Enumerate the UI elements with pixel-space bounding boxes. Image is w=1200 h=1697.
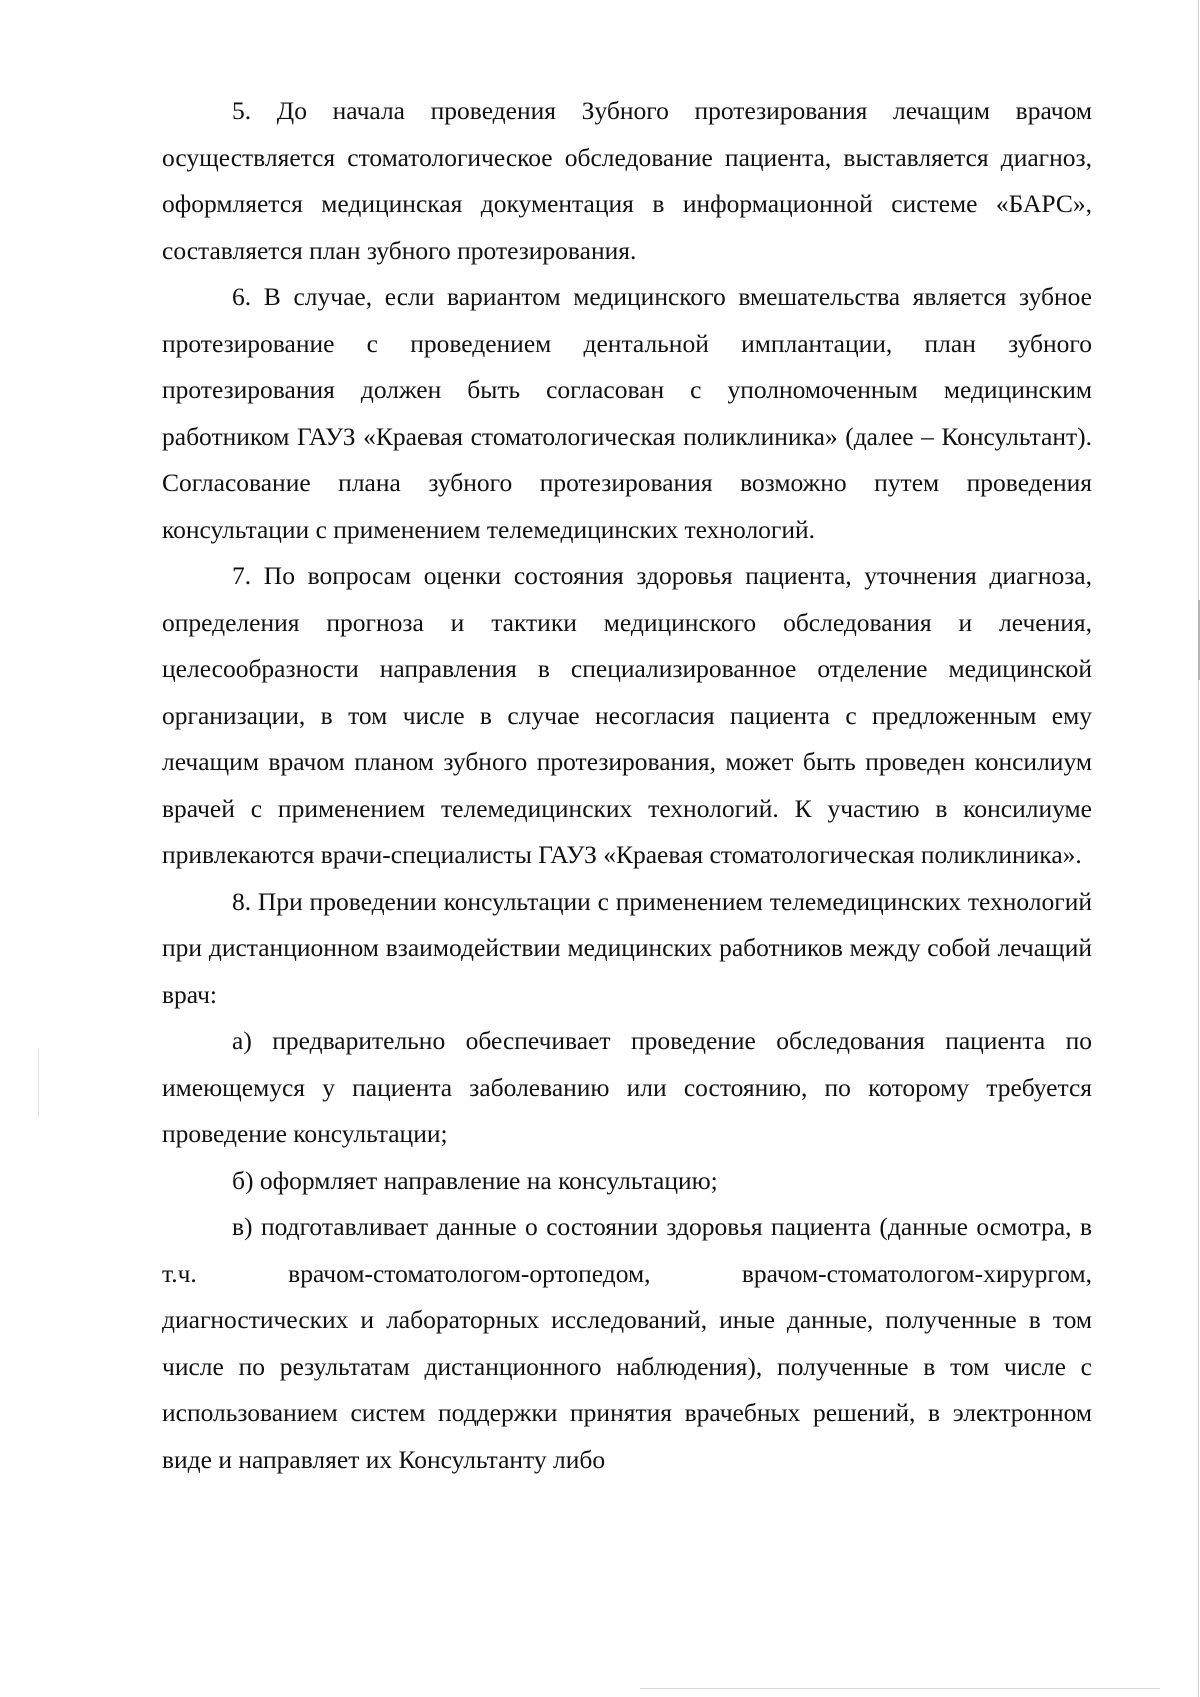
paragraph-8v: в) подготавливает данные о состоянии здоровья пациента (данные осмотра, в т.ч. врачом-стоматологом-ортопедом, врачом-стоматологом-хирургом, диагностических и лабораторных исследований, иные данные, полученные в том числе по результатам дистанционного наблюдения), полученные в том числе с использованием систем поддержки принятия врачебных решений, в электронном виде и направляет их Консультанту либо [162, 1212, 1092, 1474]
paragraph-6: 6. В случае, если вариантом медицинского вмешательства является зубное протезирование с проведением дентальной имплантации, план зубного протезирования должен быть согласован с уполномоченным медицинским работником ГАУЗ «Краевая стоматологическая поликлиника» (далее – Консультант). Согласование плана зубного протезирования возможно путем проведения консультации с применением телемедицинских технологий. [162, 282, 1092, 544]
paragraph-8b: б) оформляет направление на консультацию; [232, 1165, 718, 1195]
scan-edge-line [1198, 0, 1199, 1697]
paragraph-8: 8. При проведении консультации с применением телемедицинских технологий при дистанционном взаимодействии медицинских работников между собой лечащий врач: [162, 886, 1092, 1009]
document-body [162, 88, 1092, 1483]
paragraph-5: 5. До начала проведения Зубного протезирования лечащим врачом осуществляется стоматологическое обследование пациента, выставляется диагноз, оформляется медицинская документация в информационной системе «БАРС», составляется план зубного протезирования. [162, 96, 1092, 265]
scan-left-mark [38, 1048, 39, 1118]
paragraph-8a: а) предварительно обеспечивает проведение обследования пациента по имеющемуся у пациента заболеванию или состоянию, по которому требуется проведение консультации; [162, 1026, 1092, 1148]
scan-bottom-line [640, 1688, 1160, 1689]
paragraph-7: 7. По вопросам оценки состояния здоровья пациента, уточнения диагноза, определения прогноза и тактики медицинского обследования и лечения, целесообразности направления в специализированное отделение медицинской организации, в том числе в случае несогласия пациента с предложенным ему лечащим врачом планом зубного протезирования, может быть проведен консилиум врачей с применением телемедицинских технологий. К участию в консилиуме привлекаются врачи-специалисты ГАУЗ «Краевая стоматологическая поликлиника». [162, 561, 1092, 869]
